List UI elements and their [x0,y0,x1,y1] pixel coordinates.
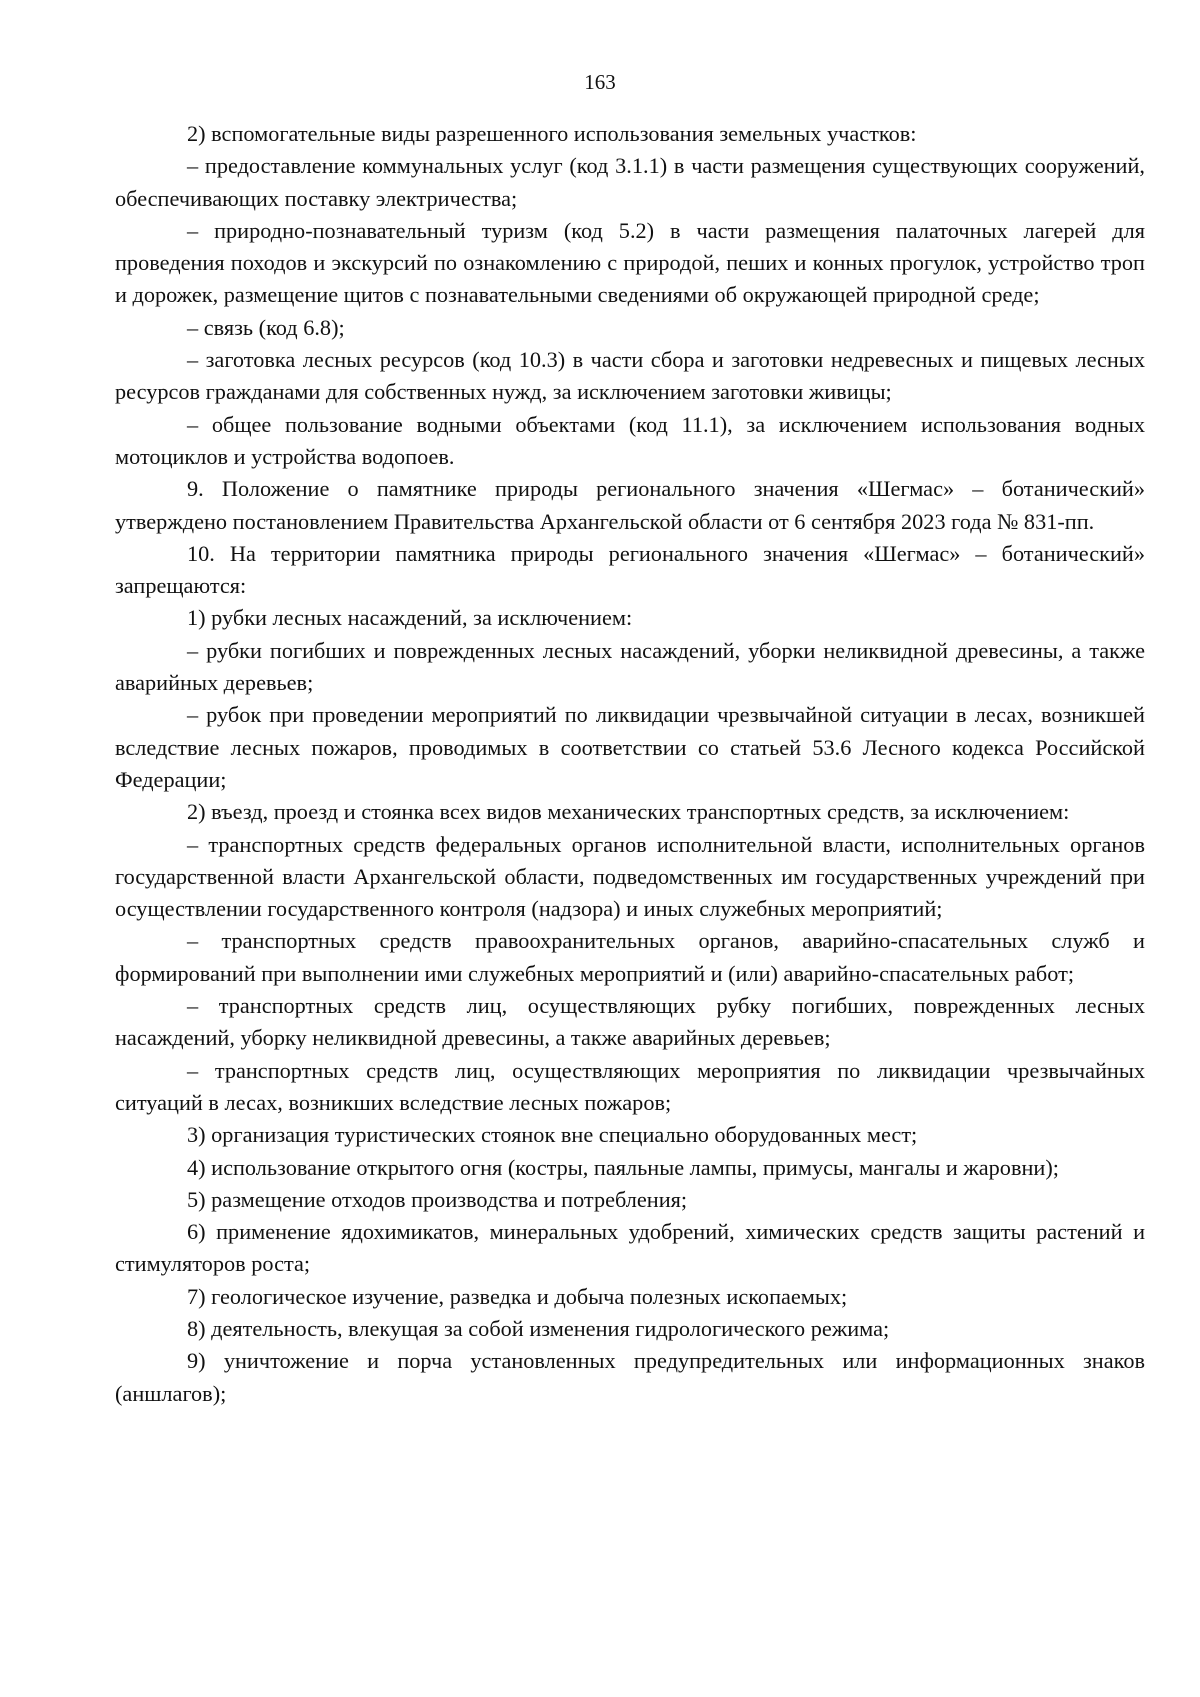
paragraph: 8) деятельность, влекущая за собой изменения гидрологического режима; [187,1315,890,1341]
paragraph: 3) организация туристических стоянок вне специально оборудованных мест; [187,1122,918,1148]
paragraph: – связь (код 6.8); [187,314,345,340]
paragraph: 2) въезд, проезд и стоянка всех видов механических транспортных средств, за исключением: [187,799,1070,825]
paragraph: – транспортных средств правоохранительных органов, аварийно-спасательных служб и формирований при выполнении ими служебных мероприятий и (или) аварийно-спасательных работ; [115,928,1145,986]
paragraph: – транспортных средств лиц, осуществляющих мероприятия по ликвидации чрезвычайных ситуаций в лесах, возникших вследствие лесных пожаров; [115,1057,1145,1115]
paragraph: 2) вспомогательные виды разрешенного использования земельных участков: [187,121,917,146]
paragraph: – транспортных средств лиц, осуществляющих рубку погибших, поврежденных лесных насаждений, уборку неликвидной древесины, а также аварийных деревьев; [115,993,1145,1051]
document-body [115,118,1145,1410]
paragraph: 1) рубки лесных насаждений, за исключением: [187,605,633,631]
paragraph: – рубки погибших и поврежденных лесных насаждений, уборки неликвидной древесины, а также аварийных деревьев; [115,637,1145,696]
paragraph: – рубок при проведении мероприятий по ликвидации чрезвычайной ситуации в лесах, возникшей вследствие лесных пожаров, проводимых в соответствии со статьей 53.6 Лесного кодекса Российской Федерации; [115,702,1145,792]
page-number: 163 [584,70,616,94]
paragraph: – заготовка лесных ресурсов (код 10.3) в части сбора и заготовки недревесных и пищевых лесных ресурсов гражданами для собственных нужд, за исключением заготовки живицы; [115,347,1145,405]
paragraph: 9) уничтожение и порча установленных предупредительных или информационных знаков (аншлагов); [115,1348,1145,1406]
paragraph: – общее пользование водными объектами (код 11.1), за исключением использования водных мотоциклов и устройства водопоев. [115,411,1145,469]
paragraph: 10. На территории памятника природы регионального значения «Шегмас» – ботанический» запрещаются: [115,540,1145,599]
paragraph: 7) геологическое изучение, разведка и добыча полезных ископаемых; [187,1283,848,1309]
paragraph: 5) размещение отходов производства и потребления; [187,1186,688,1212]
paragraph: 6) применение ядохимикатов, минеральных удобрений, химических средств защиты растений и стимуляторов роста; [115,1219,1145,1277]
paragraph: 4) использование открытого огня (костры, паяльные лампы, примусы, мангалы и жаровни); [187,1154,1059,1180]
paragraph: – природно-познавательный туризм (код 5.2) в части размещения палаточных лагерей для проведения походов и экскурсий по ознакомлению с природой, пеших и конных прогулок, устройство троп и дорожек, размещение щитов с познавательными сведениями об окружающей природной среде; [115,217,1145,308]
paragraph: – предоставление коммунальных услуг (код 3.1.1) в части размещения существующих сооружений, обеспечивающих поставку электричества; [115,153,1145,211]
paragraph: 9. Положение о памятнике природы регионального значения «Шегмас» – ботанический» утверждено постановлением Правительства Архангельской области от 6 сентября 2023 года № 831-пп. [115,476,1145,534]
paragraph: – транспортных средств федеральных органов исполнительной власти, исполнительных органов государственной власти Архангельской области, подведомственных им государственных учреждений при осуществлении государственного контроля (надзора) и иных служебных мероприятий; [115,831,1145,922]
